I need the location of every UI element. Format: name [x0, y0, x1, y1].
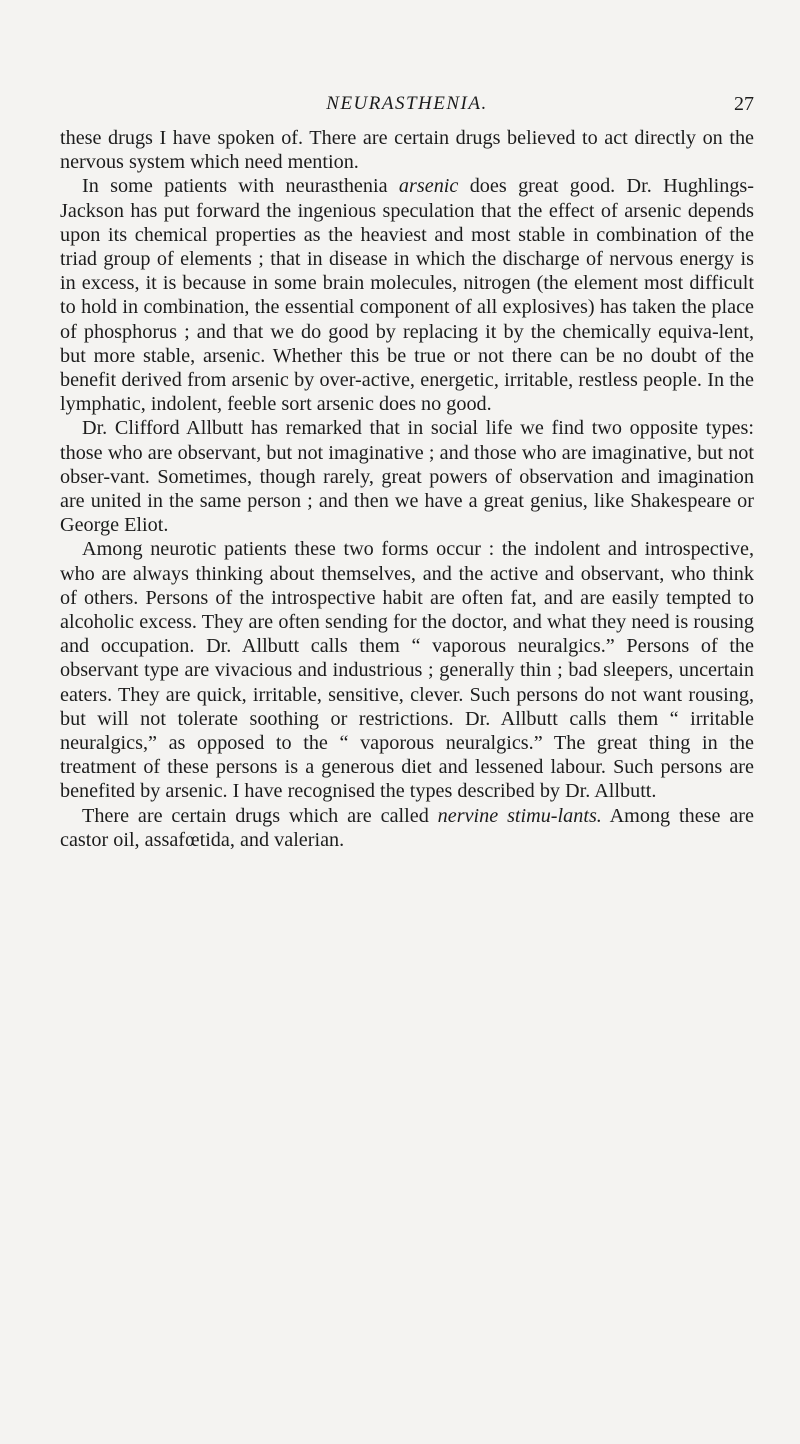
text-segment: Among these are castor oil, assafœtida, and valerian. [60, 804, 754, 851]
paragraph [60, 416, 754, 537]
paragraph [60, 174, 754, 416]
running-title: NEURASTHENIA. [326, 93, 488, 114]
text-segment: Among neurotic patients these two forms occur : the indolent and introspective, who are always thinking about themselves, and the active and observant, who think of others. Persons of the introspective habit are often fat, and are easily tempted to alcoholic excess. They are often sending for the doctor, and what they need is rousing and occupation. Dr. Allbutt calls them “ vaporous neuralgics.” Persons of the observant type are vivacious and industrious ; generally thin ; bad sleepers, uncertain eaters. They are quick, irritable, sensitive, clever. Such persons do not want rousing, but will not tolerate soothing or restrictions. Dr. Allbutt calls them “ irritable neuralgics,” as opposed to the “ vaporous neuralgics.” The great thing in the treatment of these persons is a generous diet and lessened labour. Such persons are benefited by arsenic. I have recognised the types described by Dr. Allbutt. [60, 538, 754, 803]
paragraph [60, 537, 754, 803]
text-segment: In some patients with neurasthenia [82, 175, 399, 198]
page-number: 27 [734, 93, 754, 115]
italic-term: arsenic [398, 175, 459, 198]
italic-term: nervine stimu-lants. [437, 804, 602, 827]
paragraph [60, 804, 754, 852]
running-head [60, 91, 754, 117]
text-segment: There are certain drugs which are called [82, 804, 438, 827]
text-segment: these drugs I have spoken of. There are certain drugs believed to act directly on the nervous system which need mention. [60, 127, 754, 174]
text-segment: does great good. Dr. Hughlings-Jackson has put forward the ingenious speculation that the effect of arsenic depends upon its chemical properties as the heaviest and most stable in combination of the triad group of elements ; that in disease in which the discharge of nervous energy is in excess, it is because in some brain molecules, nitrogen (the element most difficult to hold in combination, the essential component of all explosives) has taken the place of phosphorus ; and that we do good by replacing it by the chemically equiva-lent, but more stable, arsenic. Whether this be true or not there can be no doubt of the benefit derived from arsenic by over-active, energetic, irritable, restless people. In the lymphatic, indolent, feeble sort arsenic does no good. [60, 175, 754, 416]
paragraph [60, 126, 754, 174]
body-text [60, 126, 754, 852]
text-segment: Dr. Clifford Allbutt has remarked that in social life we find two opposite types: those who are observant, but not imaginative ; and those who are imaginative, but not obser-vant. Sometimes, though rarely, great powers of observation and imagination are united in the same person ; and then we have a great genius, like Shakespeare or George Eliot. [60, 417, 754, 537]
